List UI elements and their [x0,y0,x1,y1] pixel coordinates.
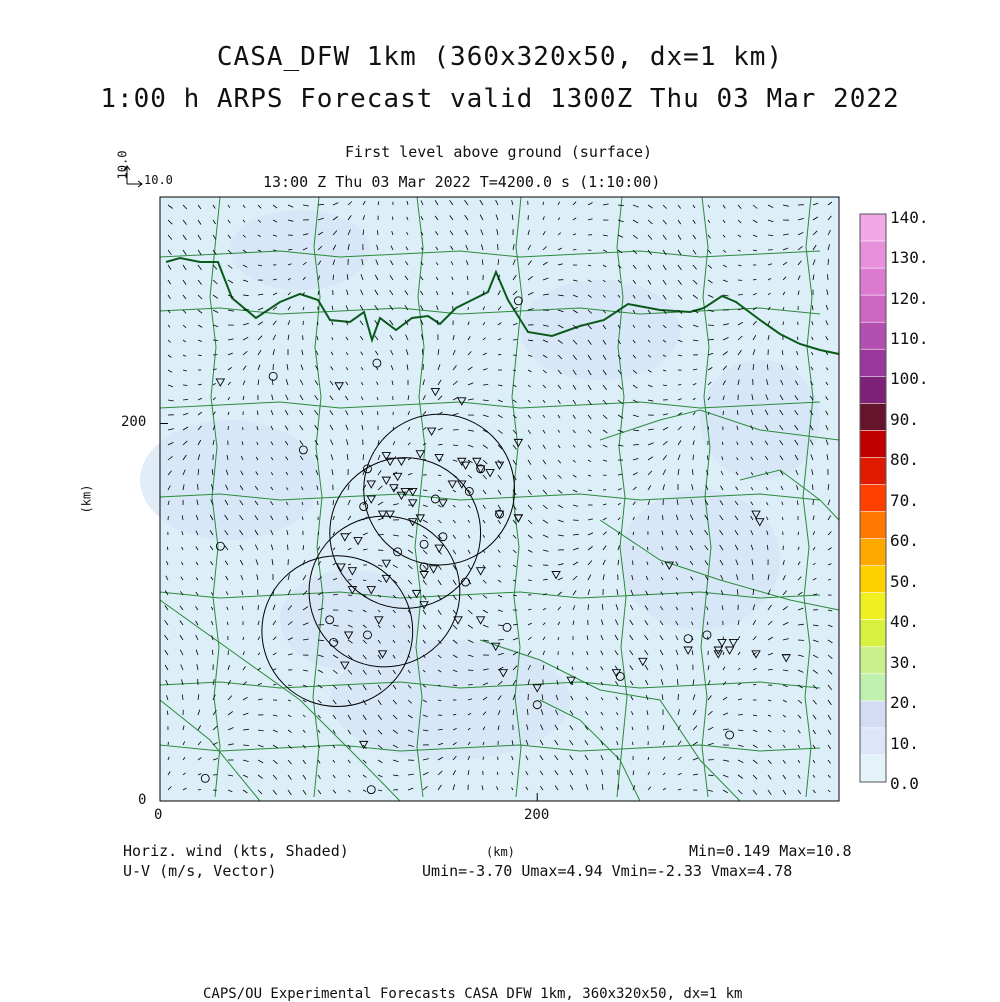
colorbar-swatch [860,755,886,783]
colorbar-label: 130. [890,248,929,267]
colorbar-swatch [860,593,886,621]
wind-vector [783,321,784,325]
colorbar-swatch [860,268,886,296]
colorbar-swatch [860,295,886,323]
colorbar-label: 40. [890,612,919,631]
colorbar-swatch [860,539,886,567]
wind-vector [528,580,532,581]
credits-label: CAPS/OU Experimental Forecasts CASA DFW 1km, 360x320x50, dx=1 km [203,986,742,1002]
colorbar-swatch [860,728,886,756]
wind-vector [288,685,292,686]
colorbar-swatch [860,349,886,377]
colorbar-label: 120. [890,289,929,308]
wind-vector [273,685,276,686]
colorbar-swatch [860,376,886,404]
colorbar-swatch [860,620,886,648]
y-tick-0: 0 [138,792,146,808]
x-axis-label: (km) [486,845,515,859]
colorbar-label: 50. [890,572,919,591]
wind-vector [678,694,679,700]
colorbar-label: 10. [890,734,919,753]
wind-vector [318,501,319,505]
colorbar-swatch [860,485,886,513]
shading-patch [230,210,370,290]
colorbar-label: 60. [890,531,919,550]
wind-vector [513,340,517,341]
colorbar [860,214,886,783]
wind-vector [828,580,831,581]
colorbar-swatch [860,701,886,729]
wind-vector [633,742,634,745]
wind-vector [273,250,276,251]
footer-vector-label: U-V (m/s, Vector) [123,862,277,880]
wind-vector [213,340,218,341]
y-axis-label: (km) [79,485,93,514]
colorbar-label: 140. [890,208,929,227]
colorbar-label: 80. [890,450,919,469]
colorbar-label: 110. [890,329,929,348]
wind-vector [468,685,473,686]
colorbar-swatch [860,403,886,431]
colorbar-swatch [860,322,886,350]
wind-vector [663,515,664,520]
y-tick-200: 200 [121,414,146,430]
colorbar-label: 20. [890,693,919,712]
x-tick-0: 0 [154,807,162,823]
wind-vector [243,745,249,746]
min-max-label: Min=0.149 Max=10.8 [689,842,852,860]
colorbar-swatch [860,214,886,242]
wind-vector [228,651,229,656]
wind-vector [678,385,681,386]
wind-vector [228,426,229,430]
wind-vector [258,605,259,610]
colorbar-label: 0.0 [890,774,919,793]
footer-field-label: Horiz. wind (kts, Shaded) [123,842,349,860]
map-title-line1: CASA_DFW 1km (360x320x50, dx=1 km) [0,42,1000,72]
wind-vector [633,445,639,446]
wind-vector [813,484,814,490]
shading-patch [700,360,820,480]
wind-vector [318,322,319,325]
level-label: First level above ground (surface) [345,143,652,161]
wind-vector [828,274,829,280]
wind-vector [633,561,634,566]
map-title-line2: 1:00 h ARPS Forecast valid 1300Z Thu 03 Mar 2022 [0,84,1000,114]
wind-vector [723,411,724,415]
valid-time-label: 13:00 Z Thu 03 Mar 2022 T=4200.0 s (1:10:00) [263,173,660,191]
ref-vector-vertical [124,166,130,184]
wind-vector [738,715,743,716]
colorbar-label: 30. [890,653,919,672]
colorbar-swatch [860,647,886,675]
wind-vector [828,259,829,265]
x-tick-200: 200 [524,807,549,823]
reference-vector [124,166,142,187]
wind-vector [483,757,484,761]
wind-vector [168,742,169,745]
colorbar-label: 90. [890,410,919,429]
colorbar-swatch [860,512,886,540]
colorbar-swatch [860,457,886,485]
ref-vector-horizontal-label: 10.0 [144,173,173,187]
wind-vector [468,670,473,671]
colorbar-swatch [860,241,886,269]
wind-vector [738,295,743,296]
wind-vector [708,325,714,326]
wind-vector [288,545,289,550]
colorbar-swatch [860,430,886,458]
colorbar-label: 100. [890,369,929,388]
wind-vector [693,469,694,475]
colorbar-swatch [860,566,886,594]
colorbar-label: 70. [890,491,919,510]
uv-range-label: Umin=-3.70 Umax=4.94 Vmin=-2.33 Vmax=4.78 [422,862,792,880]
ref-vector-horizontal [127,181,142,187]
wind-vector [483,385,488,386]
ref-vector-vertical-label: 10.0 [115,151,129,180]
wind-vector [498,640,504,641]
shading-patch [140,420,320,540]
wind-vector [573,652,574,655]
colorbar-swatch [860,674,886,702]
wind-vector [693,455,694,460]
